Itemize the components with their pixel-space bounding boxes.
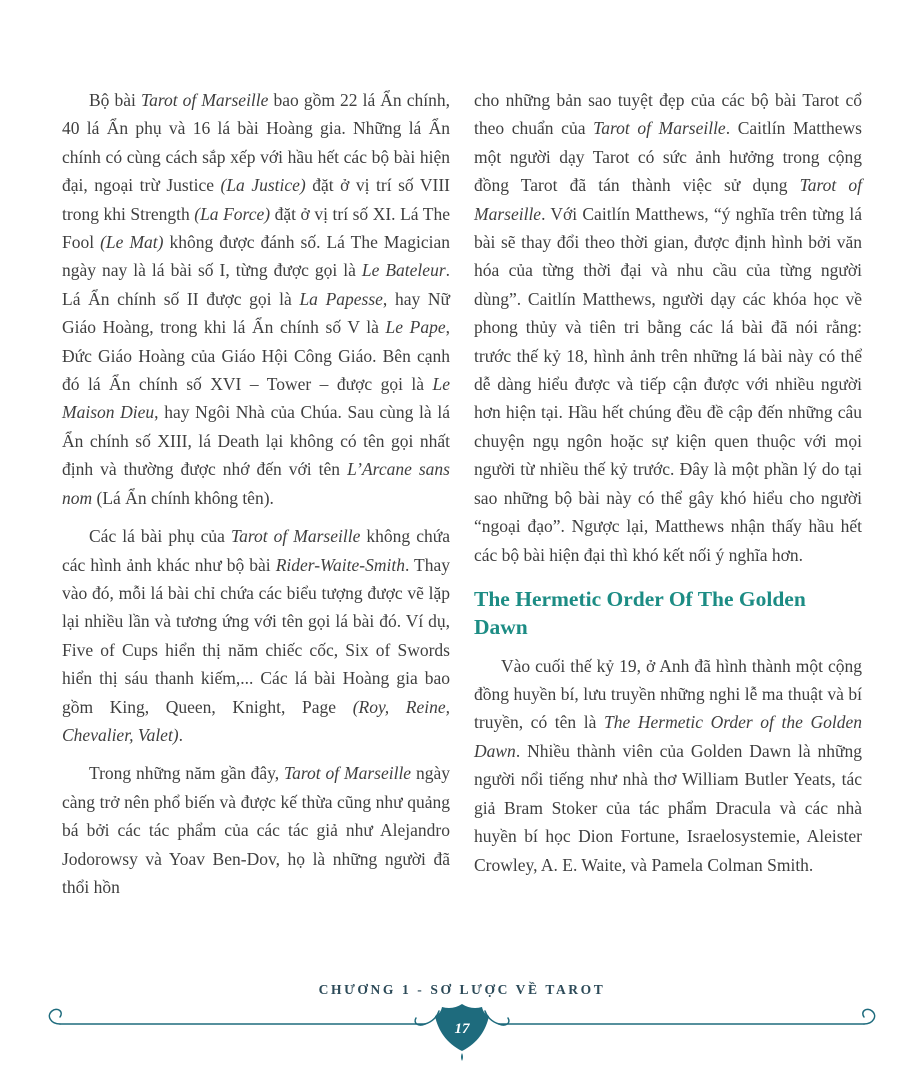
italic-run: Tarot of Marseille [140, 90, 269, 110]
text-run: . Caitlín Matthews một người dạy Tarot có sức ảnh hưởng trong cộng đồng Tarot đã tán thành việc sử dụng [474, 118, 862, 196]
decorative-divider [42, 1000, 882, 1064]
italic-run: (La Justice) [220, 175, 306, 196]
right-column [474, 86, 862, 911]
text-run: ngày càng trở nên phổ biến và được kế thừa cũng như quảng bá bởi các tác phẩm của các tác giả như Alejandro Jodorowsy và Yoav Ben-Dov, họ là những người đã thổi hồn [62, 763, 450, 897]
italic-run: Tarot of Marseille [474, 175, 862, 224]
italic-run: The Hermetic Order of the Golden Dawn [474, 712, 863, 761]
italic-run: Tarot of Marseille [593, 118, 726, 139]
italic-run: (Le Mat) [100, 232, 164, 253]
page-footer [0, 982, 924, 1064]
text-run: Bộ bài [89, 90, 141, 110]
text-run: cho những bản sao tuyệt đẹp của các bộ bài Tarot cổ theo chuẩn của [474, 90, 862, 139]
italic-run: Le Pape [385, 317, 446, 338]
footer-ornament [0, 1000, 924, 1064]
paragraph-continuation [474, 86, 862, 569]
italic-run: Tarot of Marseille [230, 526, 361, 547]
text-run: không chứa các hình ảnh khác như bộ bài [62, 526, 450, 575]
text-run: Vào cuối thế kỷ 19, ở Anh đã hình thành một cộng đồng huyền bí, lưu truyền những nghi lễ ma thuật và bí truyền, có tên là [474, 655, 862, 733]
italic-run: La Papesse [299, 288, 383, 309]
text-run: . [178, 724, 184, 745]
paragraph [62, 522, 450, 749]
italic-run: Le Maison Dieu [62, 374, 450, 423]
italic-run: Le Bateleur [361, 260, 446, 281]
text-run: đặt ở vị trí số XI. Lá The Fool [62, 203, 450, 253]
italic-run: Rider-Waite-Smith [275, 554, 405, 575]
left-column [62, 86, 450, 911]
text-run: . Lá Ẩn chính số II được gọi là [62, 260, 450, 309]
text-run: bao gồm 22 lá Ẩn chính, 40 lá Ẩn phụ và 16 lá bài Hoàng gia. Những lá Ẩn chính có cùng cách sắp xếp với hầu hết các bộ bài hiện đại, ngoại trừ Justice [62, 90, 450, 196]
text-run: . Thay vào đó, mỗi lá bài chỉ chứa các biểu tượng được vẽ lặp lại nhiều lần và tương ứng với tên gọi lá bài đó. Ví dụ, Five of Cups hiển thị năm chiếc cốc, Six of Swords hiển thị sáu thanh kiếm,... Các lá bài Hoàng gia bao gồm King, Queen, Knight, Page [62, 554, 450, 717]
italic-run: Tarot of Marseille [283, 763, 412, 784]
text-run: Trong những năm gần đây, [89, 763, 284, 784]
text-run: , Đức Giáo Hoàng của Giáo Hội Công Giáo. Bên cạnh đó lá Ẩn chính số XVI – Tower – được gọi là [62, 317, 450, 395]
text-run: (Lá Ẩn chính không tên). [92, 487, 274, 508]
paragraph [62, 86, 450, 512]
text-run: đặt ở vị trí số VIII trong khi Strength [62, 175, 450, 224]
text-run: không được đánh số. Lá The Magician ngày nay là lá bài số I, từng được gọi là [62, 232, 450, 281]
page-number: 17 [454, 1021, 470, 1037]
text-run: , hay Ngôi Nhà của Chúa. Sau cùng là lá Ẩn chính số XIII, lá Death lại không có tên gọi nhất định và thường được nhớ đến với tên [62, 402, 450, 480]
two-column-text [62, 86, 862, 911]
chapter-title: CHƯƠNG 1 - SƠ LƯỢC VỀ TAROT [318, 982, 606, 997]
paragraph [474, 652, 862, 879]
section-heading: The Hermetic Order Of The Golden Dawn [474, 586, 806, 640]
italic-run: (Roy, Reine, Chevalier, Valet) [62, 696, 450, 745]
italic-run: (La Force) [194, 203, 271, 224]
text-run: . Với Caitlín Matthews, “ý nghĩa trên từng lá bài sẽ thay đổi theo thời gian, được định hình bởi văn hóa của từng thời đại và nhu cầu của từng người dùng”. Caitlín Matthews, người dạy các khóa học về phong thủy và tiên tri bằng các lá bài đã nói rằng: trước thế kỷ 18, hình ảnh trên những lá bài này có thể dễ dàng hiểu được và tiếp cận được với nhiều người hơn hiện tại. Hầu hết chúng đều đề cập đến những câu chuyện ngụ ngôn hoặc sự kiện quen thuộc với mọi người từ nhiều thế kỷ trước. Đây là một phần lý do tại sao những bộ bài này có thể gây khó hiểu cho người “ngoại đạo”. Ngược lại, Matthews nhận thấy hầu hết các bộ bài hiện đại thì khó kết nối ý nghĩa hơn. [474, 203, 862, 565]
text-run: . Nhiều thành viên của Golden Dawn là những người nổi tiếng như nhà thơ William Butler Yeats, tác giả Bram Stoker của tác phẩm Dracula và các nhà huyền bí học Dion Fortune, Israelosystemie, Aleister Crowley, A. E. Waite, và Pamela Colman Smith. [474, 740, 862, 875]
text-run: Các lá bài phụ của [89, 526, 231, 547]
text-run: , hay Nữ Giáo Hoàng, trong khi lá Ẩn chính số V là [62, 288, 450, 338]
italic-run: L’Arcane sans nom [62, 459, 450, 508]
paragraph [62, 759, 450, 901]
